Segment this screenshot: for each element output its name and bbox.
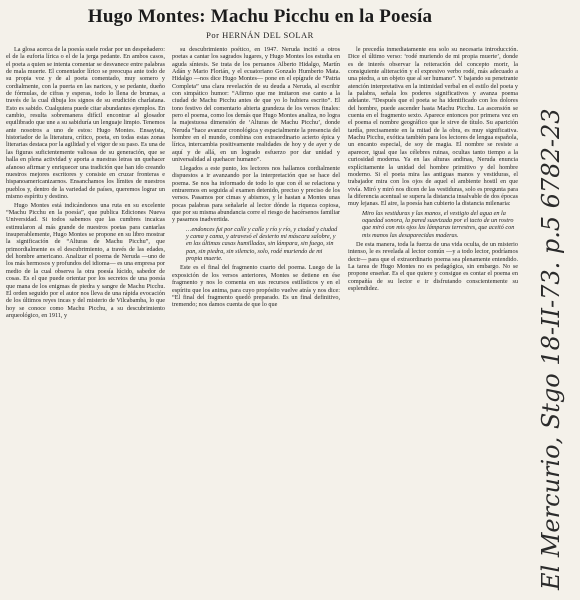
paragraph: Llegados a este punto, los lectores nos hallamos cordialmente dispuestos a ir avanzando por la interpretación que se hace del poema. Se nos ha informado de todo lo que con él se relaciona y entraremos en seguida al examen detenido, preciso y preciso de los versos. Pasamos por cimas y abismos, y le hastan a Montes unas pocas palabras para señalarle al lector dónde la riqueza copiosa, que por su misma abundancia corre el riesgo de hacérsenos familiar y pasarnos inadvertida. xyxy=(172,165,340,224)
article-title: Hugo Montes: Machu Picchu en la Poesía xyxy=(87,6,433,27)
paragraph: De esta manera, toda la fuerza de una vida oculta, de un misterio intenso, le es revelada al lector común —y a todo lector, podríamos decir— para que el extraordinario poema sea plenamente entendido. La tarea de Hugo Montes no es pedagógica, sin embargo. No se propone enseñar. Es el que quiere y consigue es contar el poema en compañía de su lector e ir disfrutando conscientemente su esplendidez. xyxy=(348,240,518,292)
paragraph: le precedía inmediatamente era solo su necesaria introducción. Dice el último verso: ‘rodé muriendo de mi propia muerte’, donde es de interés observar la reiteración del concepto morir, la consiguiente aliteración y el expresivo verbo rodé, más adecuado a una piedra, a un objeto que al ser humano”. Y bajando su penetrante atención interpretativa en la intimidad verbal en el estilo del poeta y la palabra, señala los poderes significativos y avanza poema adelante. “Después que el poeta se ha identificado con los dolores del hombre, puede ascender hasta Machu Picchu. La ascensión se cuenta en el fragmento sexto. Aparece entonces por primera vez en el poema el nombre geográfico que le sirve de título. Su aparición tardía, precisamente en la mitad de la obra, es muy significativa. Machu Picchu, exótica también para los lectores de lengua española, un encanto especial, de soy de magia. El nombre se resiste a aparecer, igual que las célebres ruinas, ocultas tanto tiempo a la curiosidad moderna. Ya en las alturas andinas, Neruda enuncia explícitamente la unidad del hombre primitivo y del hombre moderno. Si el poeta mira las antiguas manos y vestiduras, el trabajador mira con los ojos de aquel el ambiente hostil en que vivía. Miró y miró nos dicen de las vestiduras, solo es pregunta para la diferencia acentual se supera la distancia insalvable de dos épocas muy lejanas. El aire, la poesía han cubierto la distancia milenaria: xyxy=(348,46,518,208)
paragraph: Este es el final del fragmento cuarto del poema. Luego de la exposición de los versos anteriores, Montes se detiene en ése fragmento y nos lo comenta en sus recursos estilísticos y en el espíritu que los anima, para cuyo propósito vuelve atrás y nos dice: “El final del fragmento quedó preparado. Es un final definitivo, tremendo; nos damos cuenta de que lo que xyxy=(172,264,340,309)
paragraph: su descubrimiento poético, en 1947. Neruda incitó a otros poetas a cantar los sagrados lugares, y Hugo Montes los estudia en aguda síntesis. Se trata de los peruanos Alberto Hidalgo, Martín Adán y Mario Florián, y el ecuatoriano Gonzalo Humberto Mata. Hidalgo —nos dice Hugo Montes— pone en el epígrafe de “Patria Completa” una clara revelación de su deuda a Neruda, al escribir con simpático humor: “Afirmo que me imitaron ese canto a la ciudad de Machu Picchu antes de que yo lo hubiera escrito”. El tono festivo del comentario abierta grandeza de los versos finales: pero el poema, como los demás que Hugo Montes analiza, no logra la majestuosa dimensión de ‘Alturas de Machu Picchu’, donde Neruda “hace avanzar cronológica y espacialmente la presencia del hombre en el mundo, combina con extraordinario acierto épica y lírica, intercambia positivamente realidades de hoy y de ayer y de aquí y de allá, en un logrado esfuerzo por dar unidad y universalidad al quehacer humano”. xyxy=(172,46,340,164)
paragraph: La glosa acerca de la poesía suele rodar por un despeñadero: el de la euforia lírica o el de la jerga pedante. En ambos casos, el poeta a quien se intenta comentar se desvanece entre palabras de mala muerte. El comentador lírico se preocupa ante todo de su propia voz y de al poeta comentado, muy somero y cordialmente, con la puerta en las narices, y se pedante, dueño de fórmulas, de cifras y esperas, todo lo llena de brumas, a través de la cual dibuja los signos de su erudición charlatana. Esto es sabido. Cualquiera puede citar abundantes ejemplos. En cambio, resulta sobremanera difícil encontrar al glosador equilibrado que une a su sabiduría un lenguaje limpio. Tenemos ante nosotros a uno de estos: Hugo Montes. Ensayista, historiador de la literatura, crítico, poeta, en todas estas zonas literarias destaca por la agilidad y el vigor de su paso. Es una de las figuras suficientemente valiosas de su generación, que se halla en plena actividad y aporta a nuestras letras un quehacer afanoso afirmar y enriquecer una tradición que han ido creando nuestros mejores escritores y consiste en cruzar fronteras e hispanoamericanizarnos. Ensanchamos los límites de nuestros pueblos y, dentro de la variedad de países, queremos lograr un mismo espíritu y destino. xyxy=(6,46,165,200)
paragraph: Hugo Montes está indicándonos una ruta en su excelente “Machu Picchu en la poesía”, que publica Ediciones Nueva Universidad. Si todos sabemos que las cumbres incaicas estimularon al más grande de nuestros poetas para cantarlas insuperablemente, Hugo Montes se propone en su libro mostrar la significación de “Alturas de Machu Picchu”, que primordialmente es el descubrimiento, a través de las edades, del hombre americano. Analizar el poema de Neruda —uno de los más hermosos y profundos del idioma— es una empresa por medio de la cual observa la otra poesía lúcido, sabedor de cosas. Es el que puede orientar por los secretos de una poesía que mana de los enigmas de piedra y sangre de Machu Picchu. El orden seguido por el autor nos lleva de una rápida evocación de los últimos reyes incas y del misterio de Vilcabamba, lo que hoy se conoce como Machu Picchu, a su descubrimiento arqueológico, en 1911, y xyxy=(6,201,165,319)
column-3 xyxy=(348,46,518,594)
poem-quote: …endonces fui por calle y calle y río y río, y ciudad y ciudad y cama y cama, y atravesó el desierto mi máscara salobre, y en las últimas casas humilladas, sin lámpara, sin fuego, sin pan, sin piedra, sin silencio, solo, rodé muriendo de mi propia muerte. xyxy=(186,225,338,263)
handwritten-annotation: El Mercurio, Stgo 18-II-73. p.5 6782-23 xyxy=(537,108,565,590)
column-1 xyxy=(6,46,165,594)
article-byline: Por HERNÁN DEL SOLAR xyxy=(206,30,314,40)
column-2 xyxy=(172,46,340,594)
poem-quote: Miro las vestiduras y las manos, el vestigio del agua en la oquedad sonora, la pared suavizada por el tacto de un rostro que miró con mis ojos las lámparas terrestres, que aceitó con mis manos las desaparecidas maderas. xyxy=(362,209,515,239)
